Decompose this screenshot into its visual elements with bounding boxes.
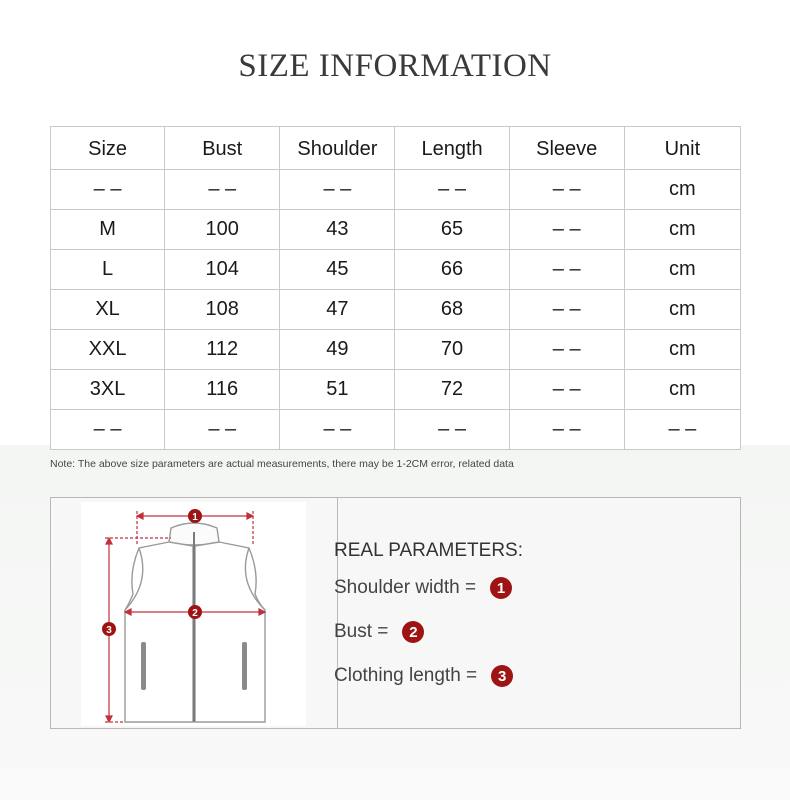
table-cell: 43: [280, 210, 395, 250]
table-cell: – –: [509, 410, 624, 450]
table-cell: 45: [280, 250, 395, 290]
param-label: Shoulder width =: [334, 577, 477, 598]
table-cell: – –: [509, 290, 624, 330]
table-cell: 66: [395, 250, 509, 290]
table-cell: L: [51, 250, 165, 290]
table-row: [51, 170, 741, 210]
table-cell: 68: [395, 290, 509, 330]
svg-text:1: 1: [192, 512, 198, 523]
table-cell: 104: [165, 250, 280, 290]
table-cell: cm: [624, 330, 740, 370]
real-parameters-title: REAL PARAMETERS:: [334, 540, 523, 561]
table-cell: – –: [165, 170, 280, 210]
table-cell: 108: [165, 290, 280, 330]
table-cell: 72: [395, 370, 509, 410]
table-cell: 47: [280, 290, 395, 330]
table-cell: – –: [395, 410, 509, 450]
header-unit: Unit: [624, 127, 740, 170]
table-cell: 70: [395, 330, 509, 370]
table-cell: – –: [51, 410, 165, 450]
marker-3-icon: 3: [491, 665, 513, 687]
table-cell: – –: [509, 250, 624, 290]
table-cell: cm: [624, 290, 740, 330]
table-cell: – –: [51, 170, 165, 210]
table-cell: XXL: [51, 330, 165, 370]
table-cell: M: [51, 210, 165, 250]
table-row: [51, 210, 741, 250]
table-cell: 100: [165, 210, 280, 250]
table-cell: 65: [395, 210, 509, 250]
table-cell: cm: [624, 210, 740, 250]
measurement-note: Note: The above size parameters are actual measurements, there may be 1-2CM error, related data: [50, 458, 514, 470]
table-row: [51, 370, 741, 410]
vest-diagram: [81, 502, 306, 726]
param-label: Bust =: [334, 621, 389, 642]
param-clothing-length: [334, 665, 513, 687]
table-cell: – –: [280, 410, 395, 450]
header-size: Size: [51, 127, 165, 170]
table-cell: 49: [280, 330, 395, 370]
table-cell: – –: [395, 170, 509, 210]
table-cell: cm: [624, 250, 740, 290]
table-cell: 3XL: [51, 370, 165, 410]
table-cell: 51: [280, 370, 395, 410]
marker-2-icon: 2: [402, 621, 424, 643]
page-title: SIZE INFORMATION: [238, 48, 552, 84]
svg-text:2: 2: [192, 608, 198, 619]
marker-1-icon: [188, 509, 202, 523]
table-header-row: [51, 127, 741, 170]
table-cell: – –: [165, 410, 280, 450]
table-cell: cm: [624, 370, 740, 410]
header-length: Length: [395, 127, 509, 170]
marker-3-icon: [102, 622, 116, 636]
table-cell: – –: [280, 170, 395, 210]
size-table: [50, 126, 741, 450]
marker-1-icon: 1: [490, 577, 512, 599]
header-bust: Bust: [165, 127, 280, 170]
param-shoulder-width: [334, 577, 512, 599]
table-row: [51, 330, 741, 370]
vest-illustration: [81, 502, 306, 726]
table-row: [51, 410, 741, 450]
table-row: [51, 290, 741, 330]
param-label: Clothing length =: [334, 665, 478, 686]
table-cell: – –: [509, 330, 624, 370]
table-cell: XL: [51, 290, 165, 330]
table-row: [51, 250, 741, 290]
param-bust: [334, 621, 424, 643]
table-cell: – –: [509, 170, 624, 210]
table-cell: 116: [165, 370, 280, 410]
parameters-panel: [50, 497, 741, 729]
table-cell: – –: [624, 410, 740, 450]
table-cell: – –: [509, 370, 624, 410]
marker-2-icon: [188, 605, 202, 619]
table-cell: – –: [509, 210, 624, 250]
panel-divider: [337, 498, 338, 728]
table-cell: 112: [165, 330, 280, 370]
svg-text:3: 3: [106, 625, 112, 636]
header-sleeve: Sleeve: [509, 127, 624, 170]
table-cell: cm: [624, 170, 740, 210]
header-shoulder: Shoulder: [280, 127, 395, 170]
